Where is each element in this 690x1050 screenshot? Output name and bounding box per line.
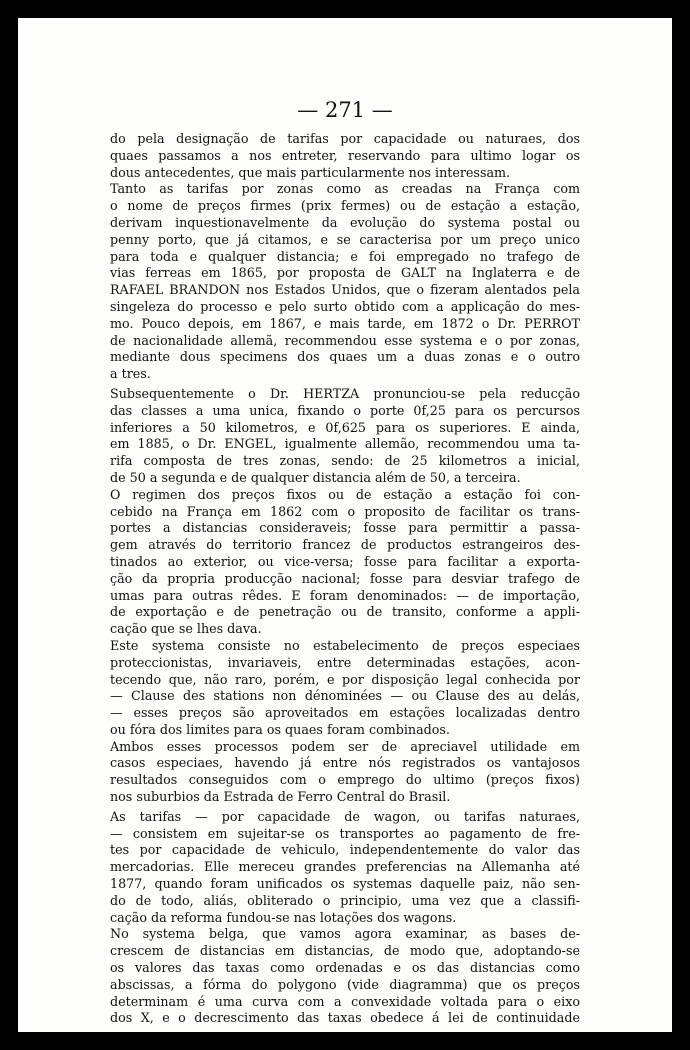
- text-line: cação que se lhes dava.: [110, 621, 262, 637]
- text-line: em 1885, o Dr. ENGEL, igualmente allemão, recommendou uma ta-: [110, 436, 580, 452]
- text-line: nos suburbios da Estrada de Ferro Central do Brasil.: [110, 789, 451, 805]
- text-line: — consistem em sujeitar-se os transportes ao pagamento de fre-: [110, 825, 580, 841]
- text-line: — Clause des stations non dénominées — ou Clause des au delás,: [110, 688, 580, 704]
- text-line: proteccionistas, invariaveis, entre determinadas estações, acon-: [110, 654, 580, 670]
- text-line: tes por capacidade de vehiculo, independentemente do valor das: [110, 842, 580, 858]
- text-line: cebido na França em 1862 com o proposito de facilitar os trans-: [110, 503, 580, 519]
- text-line: de 50 a segunda e de qualquer distancia além de 50, a terceira.: [110, 469, 521, 485]
- text-line: vias ferreas em 1865, por proposta de GALT na Inglaterra e de: [110, 265, 580, 281]
- text-line: Subsequentemente o Dr. HERTZA pronunciou-se pela reducção: [110, 385, 580, 401]
- text-line: abscissas, a fórma do polygono (vide diagramma) que os preços: [110, 976, 580, 992]
- text-line: RAFAEL BRANDON nos Estados Unidos, que o fizeram alentados pela: [110, 282, 580, 298]
- text-line: a tres.: [110, 366, 151, 382]
- text-line: dos X, e o decrescimento das taxas obedece á lei de continuidade: [110, 1010, 580, 1026]
- text-line: gem através do territorio francez de productos estrangeiros des-: [110, 537, 580, 553]
- text-line: os valores das taxas como ordenadas e os das distancias como: [110, 960, 580, 976]
- text-line: penny porto, que já citamos, e se caracterisa por um preço unico: [110, 231, 580, 247]
- scanned-page: [18, 18, 672, 1032]
- text-line: inferiores a 50 kilometros, e 0f,625 para os superiores. E ainda,: [110, 419, 580, 435]
- text-line: tinados ao exterior, ou vice-versa; fosse para facilitar a exporta-: [110, 553, 580, 569]
- text-line: portes a distancias consideraveis; fosse para permittir a passa-: [110, 520, 580, 536]
- text-line: dous antecedentes, que mais particularmente nos interessam.: [110, 164, 511, 180]
- text-line: das classes a uma unica, fixando o porte 0f,25 para os percursos: [110, 402, 580, 418]
- text-line: tecendo que, não raro, porém, e por disposição legal conhecida por: [110, 671, 580, 687]
- text-line: mo. Pouco depois, em 1867, e mais tarde, em 1872 o Dr. PERROT: [110, 315, 580, 331]
- text-line: de exportação e de penetração ou de transito, conforme a appli-: [110, 604, 580, 620]
- text-line: singeleza do processo e pelo surto obtido com a applicação do mes-: [110, 298, 580, 314]
- text-line: para toda e qualquer distancia; e foi empregado no trafego de: [110, 248, 580, 264]
- text-line: 1877, quando foram unificados os systemas daquelle paiz, não sen-: [110, 876, 580, 892]
- body-text: [110, 131, 580, 1027]
- text-line: No systema belga, que vamos agora examinar, as bases de-: [110, 926, 580, 942]
- text-line: derivam inquestionavelmente da evolução do systema postal ou: [110, 214, 580, 230]
- text-line: As tarifas — por capacidade de wagon, ou tarifas naturaes,: [110, 808, 580, 824]
- text-line: ou fóra dos limites para os quaes foram combinados.: [110, 721, 450, 737]
- text-line: rifa composta de tres zonas, sendo: de 25 kilometros a inicial,: [110, 453, 580, 469]
- text-line: umas para outras rêdes. E foram denominados: — de importação,: [110, 587, 580, 603]
- text-line: quaes passamos a nos entreter, reservando para ultimo logar os: [110, 147, 580, 163]
- page-number: — 271 —: [297, 98, 393, 122]
- text-line: do pela designação de tarifas por capacidade ou naturaes, dos: [110, 131, 580, 146]
- text-line: Este systema consiste no estabelecimento de preços especiaes: [110, 637, 580, 653]
- text-line: mediante dous specimens dos quaes um a duas zonas e o outro: [110, 349, 580, 365]
- text-line: crescem de distancias em distancias, de modo que, adoptando-se: [110, 943, 580, 959]
- text-line: mercadorias. Elle mereceu grandes preferencias na Allemanha até: [110, 859, 580, 875]
- text-line: casos especiaes, havendo já entre nós registrados os vantajosos: [110, 755, 580, 771]
- text-line: do de todo, aliás, obliterado o principio, uma vez que a classifi-: [110, 892, 580, 908]
- text-line: ção da propria producção nacional; fosse para desviar trafego de: [110, 570, 580, 586]
- text-line: de nacionalidade allemã, recommendou esse systema e o por zonas,: [110, 332, 580, 348]
- text-line: resultados conseguidos com o emprego do ultimo (preços fixos): [110, 772, 580, 788]
- text-line: o nome de preços firmes (prix fermes) ou de estação a estação,: [110, 198, 580, 214]
- text-line: Ambos esses processos podem ser de apreciavel utilidade em: [110, 738, 580, 754]
- text-line: determinam é uma curva com a convexidade voltada para o eixo: [110, 993, 580, 1009]
- text-line: Tanto as tarifas por zonas como as creadas na França com: [110, 181, 580, 197]
- text-line: cação da reforma fundou-se nas lotações dos wagons.: [110, 909, 457, 925]
- text-line: — esses preços são aproveitados em estações localizadas dentro: [110, 705, 580, 721]
- text-line: O regimen dos preços fixos ou de estação a estação foi con-: [110, 486, 580, 502]
